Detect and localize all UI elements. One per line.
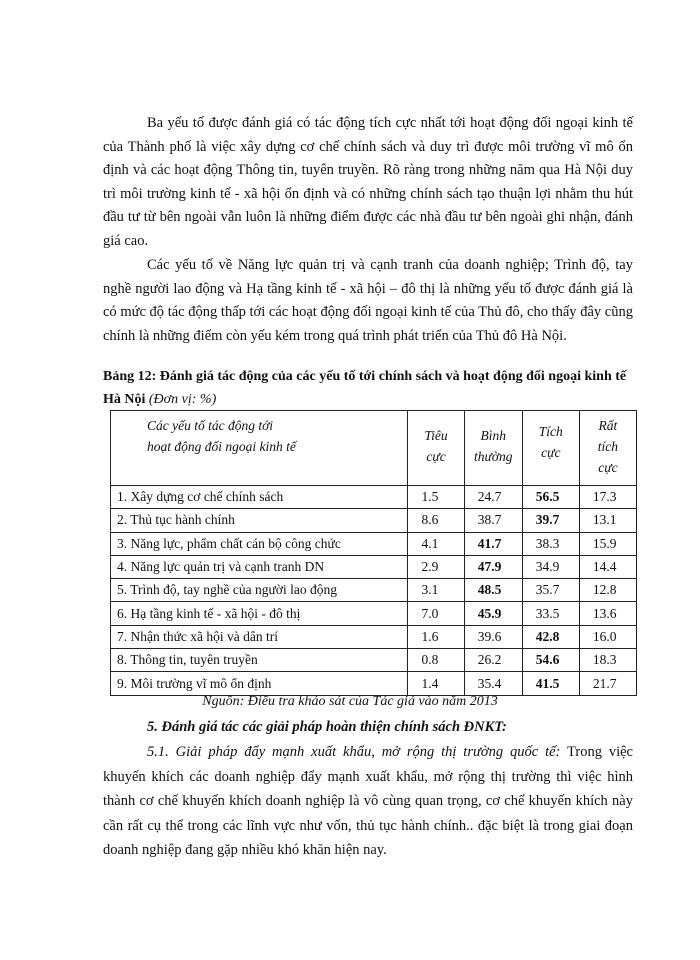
cell-negative: 1.6 <box>408 625 464 648</box>
cell-negative: 7.0 <box>408 602 464 625</box>
table-row <box>111 579 637 602</box>
cell-factor: 4. Năng lực quản trị và cạnh tranh DN <box>111 555 408 578</box>
cell-normal: 35.4 <box>464 672 522 695</box>
cell-factor: 2. Thủ tục hành chính <box>111 509 408 532</box>
table-row <box>111 649 637 672</box>
cell-factor: 9. Môi trường vĩ mô ổn định <box>111 672 408 695</box>
subsection-text: Trong việc khuyến khích các doanh nghiệp đẩy mạnh xuất khẩu, mở rộng thị trường thì việc hình thành cơ chế khuyến khích doanh nghiệp là vô cùng quan trọng, cơ chế khuyến khích này cần rất cụ thể trong các lĩnh vực như vốn, thủ tục hành chính.. đặc biệt là trong giai đoạn doanh nghiệp đang gặp nhiều khó khăn hiện nay. <box>103 744 633 858</box>
cell-positive: 35.7 <box>522 579 579 602</box>
cell-negative: 4.1 <box>408 532 464 555</box>
table-row <box>111 532 637 555</box>
evaluation-table <box>110 410 637 696</box>
header-normal-line2: thường <box>473 449 513 464</box>
cell-very-positive: 13.1 <box>579 509 636 532</box>
cell-positive: 34.9 <box>522 555 579 578</box>
header-negative-line1: Tiêu <box>424 428 448 443</box>
header-factor-line2: hoạt động đối ngoại kinh tế <box>147 439 296 454</box>
header-factor <box>111 411 408 486</box>
header-normal <box>464 411 522 486</box>
cell-very-positive: 12.8 <box>579 579 636 602</box>
header-factor-line1: Các yếu tố tác động tới <box>147 418 274 433</box>
cell-positive: 42.8 <box>522 625 579 648</box>
header-very-positive-line2: tích <box>597 439 619 454</box>
cell-very-positive: 14.4 <box>579 555 636 578</box>
table-caption-unit: (Đơn vị: %) <box>148 392 217 407</box>
header-very-positive-line1: Rất <box>598 418 618 433</box>
table-caption <box>103 365 633 411</box>
cell-normal: 41.7 <box>464 532 522 555</box>
table-row <box>111 602 637 625</box>
table-source: Nguồn: Điều tra khảo sát của Tác giả vào năm 2013 <box>202 694 498 709</box>
cell-positive: 33.5 <box>522 602 579 625</box>
cell-negative: 3.1 <box>408 579 464 602</box>
cell-positive: 38.3 <box>522 532 579 555</box>
cell-positive: 54.6 <box>522 649 579 672</box>
header-negative <box>408 411 464 486</box>
cell-factor: 8. Thông tin, tuyên truyền <box>111 649 408 672</box>
cell-negative: 2.9 <box>408 555 464 578</box>
cell-normal: 47.9 <box>464 555 522 578</box>
cell-very-positive: 13.6 <box>579 602 636 625</box>
cell-very-positive: 16.0 <box>579 625 636 648</box>
cell-factor: 5. Trình độ, tay nghề của người lao động <box>111 579 408 602</box>
cell-very-positive: 15.9 <box>579 532 636 555</box>
cell-factor: 3. Năng lực, phẩm chất cán bộ công chức <box>111 532 408 555</box>
cell-normal: 45.9 <box>464 602 522 625</box>
subsection-lead: 5.1. Giải pháp đẩy mạnh xuất khẩu, mở rộng thị trường quốc tế: <box>147 744 561 760</box>
cell-factor: 6. Hạ tầng kinh tế - xã hội - đô thị <box>111 602 408 625</box>
cell-negative: 1.4 <box>408 672 464 695</box>
header-positive-line1: Tích <box>538 424 563 439</box>
cell-negative: 1.5 <box>408 486 464 509</box>
cell-normal: 26.2 <box>464 649 522 672</box>
header-very-positive <box>579 411 636 486</box>
header-positive-line2: cực <box>541 445 561 460</box>
header-very-positive-line3: cực <box>598 460 618 475</box>
paragraph-1: Ba yếu tố được đánh giá có tác động tích cực nhất tới hoạt động đối ngoại kinh tế của Thành phố là việc xây dựng cơ chế chính sách và duy trì được môi trường vĩ mô ổn định và các hoạt động Thông tin, tuyên truyền. Rõ ràng trong những năm qua Hà Nội duy trì môi trường kinh tế - xã hội ổn định và có những chính sách tạo thuận lợi nhằm thu hút đầu tư từ bên ngoài vẫn luôn là những điểm được các nhà đầu tư bên ngoài ghi nhận, đánh giá cao. <box>103 115 633 249</box>
table-row <box>111 625 637 648</box>
cell-very-positive: 17.3 <box>579 486 636 509</box>
cell-factor: 1. Xây dựng cơ chế chính sách <box>111 486 408 509</box>
cell-factor: 7. Nhận thức xã hội và dân trí <box>111 625 408 648</box>
header-positive <box>522 411 579 486</box>
cell-very-positive: 21.7 <box>579 672 636 695</box>
paragraph-2: Các yếu tố về Năng lực quản trị và cạnh tranh của doanh nghiệp; Trình độ, tay nghề người lao động và Hạ tầng kinh tế - xã hội – đô thị là những yếu tố được đánh giá là có mức độ tác động thấp tới các hoạt động đối ngoại kinh tế của Thủ đô, cho thấy đây cũng chính là những điểm còn yếu kém trong quá trình phát triển của Thủ đô Hà Nội. <box>103 257 633 344</box>
cell-positive: 41.5 <box>522 672 579 695</box>
cell-normal: 24.7 <box>464 486 522 509</box>
cell-negative: 0.8 <box>408 649 464 672</box>
table-row <box>111 555 637 578</box>
cell-negative: 8.6 <box>408 509 464 532</box>
section-heading: 5. Đánh giá tác các giải pháp hoàn thiện chính sách ĐNKT: <box>147 719 507 735</box>
cell-very-positive: 18.3 <box>579 649 636 672</box>
table-caption-title: Bảng 12: Đánh giá tác động của các yếu tố tới chính sách và hoạt động đối ngoại kinh tế Hà Nội <box>103 369 627 407</box>
table-row <box>111 486 637 509</box>
table-header-row <box>111 411 637 486</box>
cell-positive: 56.5 <box>522 486 579 509</box>
table-row <box>111 509 637 532</box>
subsection-paragraph <box>103 740 633 863</box>
cell-positive: 39.7 <box>522 509 579 532</box>
cell-normal: 39.6 <box>464 625 522 648</box>
header-normal-line1: Bình <box>480 428 506 443</box>
header-negative-line2: cực <box>426 449 446 464</box>
cell-normal: 38.7 <box>464 509 522 532</box>
cell-normal: 48.5 <box>464 579 522 602</box>
